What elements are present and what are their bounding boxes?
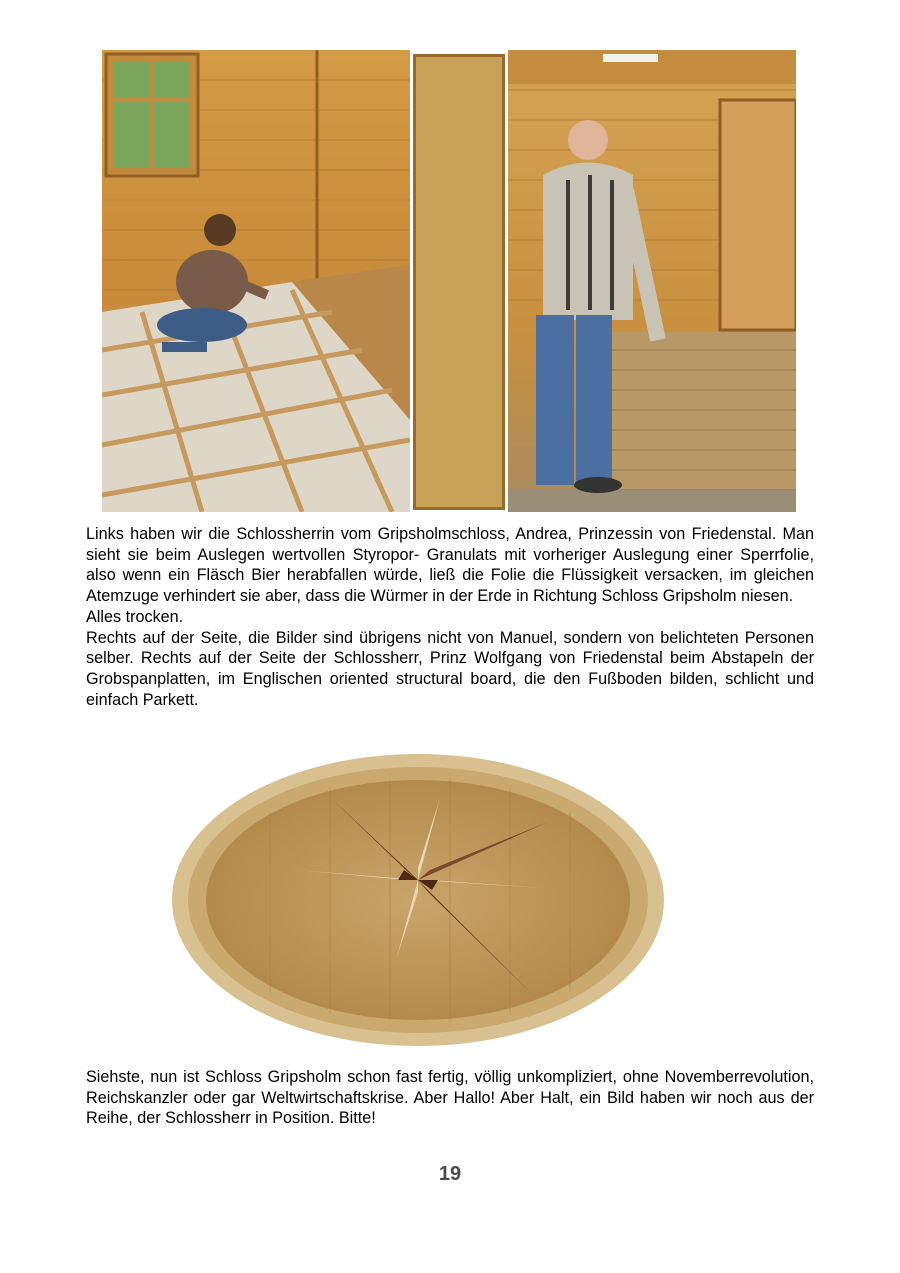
paragraph-alles-trocken: Alles trocken. xyxy=(86,607,184,626)
compass-rose-icon xyxy=(170,752,666,1048)
page-number: 19 xyxy=(438,1163,462,1185)
text-block-1 xyxy=(86,524,814,710)
paragraph-wolfgang: Rechts auf der Seite, die Bilder sind übrigens nicht von Manuel, sondern von belichteten Personen selber. Rechts auf der Seite der Schlossherr, Prinz Wolfgang von Friedenstal beim Abstapeln der Grobspanplatten, im Englischen oriented structural board, die den Fußboden bilden, schlicht und einfach Parkett. xyxy=(86,628,814,709)
paragraph-siehste: Siehste, nun ist Schloss Gripsholm schon fast fertig, völlig unkompliziert, ohne Novemberrevolution, Reichskanzler oder gar Weltwirtschaftskrise. Aber Hallo! Aber Halt, ein Bild haben wir noch aus der Reihe, der Schlossherr in Position. Bitte! xyxy=(86,1068,814,1128)
compass-rose-inlay-image xyxy=(170,752,666,1048)
decorative-wood-panel xyxy=(413,54,505,510)
photo-man-illustration xyxy=(508,50,796,512)
text-block-2 xyxy=(86,1067,814,1129)
photo-man-with-boards xyxy=(508,50,796,512)
photo-woman-laying-floor xyxy=(102,50,410,512)
paragraph-andrea: Links haben wir die Schlossherrin vom Gripsholmschloss, Andrea, Prinzessin von Friedenstal. Man sieht sie beim Auslegen wertvollen Styropor- Granulats mit vorheriger Auslegung einer Sperrfolie, also wenn ein Fläsch Bier herabfallen würde, ließ die Folie die Flüssigkeit versacken, im gleichen Atemzuge verhindert sie aber, dass die Würmer in der Erde in Richtung Schloss Gripsholm niesen. xyxy=(86,525,814,606)
photo-woman-illustration xyxy=(102,50,410,512)
